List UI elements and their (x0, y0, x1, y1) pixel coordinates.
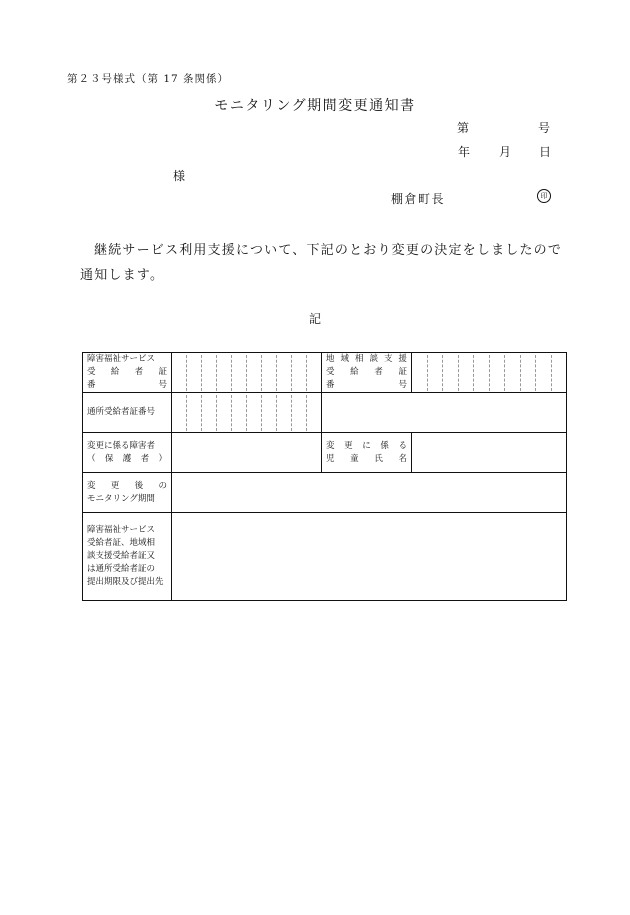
table-row (83, 353, 567, 393)
label-line-justified: 番 号 (87, 380, 167, 390)
area-support-cert-label (322, 353, 412, 393)
label-line: 提出期限及び提出先 (87, 577, 164, 587)
area-support-cert-number[interactable] (412, 353, 567, 393)
table-row (83, 473, 567, 513)
child-name-label (322, 433, 412, 473)
label-line: 障害福祉サービス (87, 354, 156, 364)
label-line: モニタリング期間 (87, 493, 155, 504)
label-line-justified: 受 給 者 証 (87, 367, 167, 377)
label-line: 障害福祉サービス (87, 525, 156, 535)
submission-deadline-label (83, 513, 172, 601)
form-number: 第２３号様式（第 17 条関係） (67, 73, 230, 85)
label-line: 受給者証、地域相 (87, 538, 156, 548)
label-line-justified: （ 保 護 者 ） (87, 453, 167, 464)
day-care-cert-number[interactable] (172, 393, 322, 433)
label-line: 談支援受給者証又 (87, 551, 156, 561)
label-line-justified: 地 域 相 談 支 援 (326, 354, 407, 364)
table-row (83, 433, 567, 473)
ki-heading: 記 (308, 312, 321, 326)
day-care-cert-label: 通所受給者証番号 (83, 393, 172, 433)
label-line-justified: 変 更 後 の (87, 480, 167, 491)
issuer-name: 棚倉町長 (391, 192, 446, 206)
table-row (83, 513, 567, 601)
person-value[interactable] (172, 433, 322, 473)
label-line: 変更に係る障害者 (87, 440, 156, 451)
service-cert-number[interactable] (172, 353, 322, 393)
document-title: モニタリング期間変更通知書 (214, 98, 416, 114)
body-text: 継続サービス利用支援について、下記のとおり変更の決定をしましたので通知します。 (80, 243, 563, 283)
year-label: 年 (458, 145, 471, 159)
addressee-suffix: 様 (173, 169, 186, 183)
month-label: 月 (499, 145, 512, 159)
seal-mark: 印 (537, 189, 551, 203)
label-line: は通所受給者証の (87, 564, 156, 574)
monitoring-period-label (83, 473, 172, 513)
number-suffix: 号 (538, 121, 551, 135)
day-care-cert-blank (322, 393, 567, 433)
label-line-justified: 受 給 者 証 (326, 367, 407, 377)
monitoring-period-value[interactable] (172, 473, 567, 513)
number-prefix: 第 (457, 121, 470, 135)
day-label: 日 (539, 145, 552, 159)
submission-deadline-value[interactable] (172, 513, 567, 601)
child-name-value[interactable] (412, 433, 567, 473)
table-row (83, 393, 567, 433)
service-cert-label (83, 353, 172, 393)
label-line-justified: 変 更 に 係 る (326, 440, 407, 451)
label-line-justified: 番 号 (326, 380, 407, 390)
label-line-justified: 児 童 氏 名 (326, 453, 407, 464)
notice-table (82, 352, 567, 601)
person-label (83, 433, 172, 473)
